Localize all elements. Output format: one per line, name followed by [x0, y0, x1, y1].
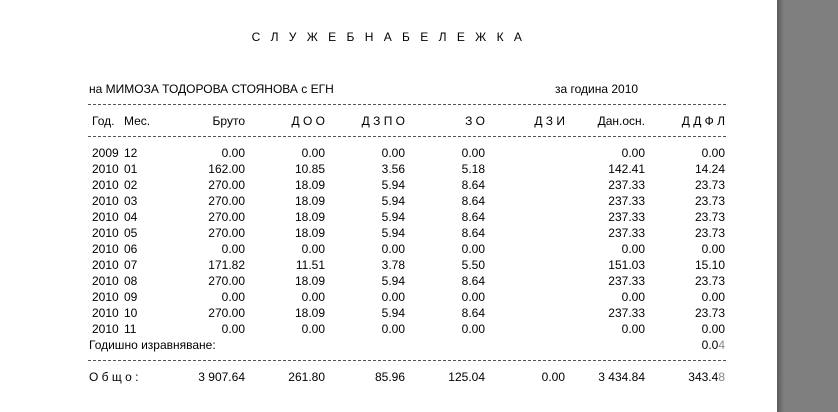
- cell-tax-base: 142.41: [608, 162, 645, 176]
- totals-label: О б щ о :: [89, 370, 139, 384]
- cell-gross: 171.82: [208, 258, 245, 272]
- cell-tax-base: 237.33: [608, 194, 645, 208]
- cell-doo: 0.00: [301, 322, 325, 336]
- cell-doo: 0.00: [301, 242, 325, 256]
- total-ddfl: 343.48: [688, 370, 725, 384]
- cell-year: 2010: [92, 290, 119, 304]
- table-row: [0, 145, 777, 161]
- cell-gross: 270.00: [208, 178, 245, 192]
- cell-year: 2010: [92, 258, 119, 272]
- header-top-rule: [88, 104, 726, 105]
- cell-ddfl: 23.73: [694, 178, 725, 192]
- column-header: Д З П О: [361, 114, 405, 128]
- column-header: Год.: [92, 114, 115, 128]
- annual-adjustment-value: 0.04: [701, 338, 725, 352]
- cell-year: 2010: [92, 210, 119, 224]
- cell-year: 2010: [92, 226, 119, 240]
- cell-dzpo: 0.00: [381, 242, 405, 256]
- header-bottom-rule: [88, 136, 726, 137]
- column-header: Мес.: [124, 114, 151, 128]
- table-row: [0, 209, 777, 225]
- year-line: за година 2010: [555, 82, 639, 96]
- table-row: [0, 289, 777, 305]
- cell-doo: 10.85: [294, 162, 325, 176]
- cell-gross: 270.00: [208, 226, 245, 240]
- cell-dzpo: 5.94: [381, 194, 405, 208]
- cell-doo: 18.09: [294, 226, 325, 240]
- column-header: Дан.осн.: [597, 114, 645, 128]
- cell-doo: 0.00: [301, 146, 325, 160]
- table-row: [0, 193, 777, 209]
- cell-month: 10: [124, 306, 138, 320]
- cell-tax-base: 0.00: [621, 242, 645, 256]
- cell-dzpo: 5.94: [381, 210, 405, 224]
- cell-tax-base: 0.00: [621, 290, 645, 304]
- cell-gross: 0.00: [221, 242, 245, 256]
- cell-year: 2009: [92, 146, 119, 160]
- cell-ddfl: 0.00: [701, 322, 725, 336]
- column-header: Бруто: [212, 114, 245, 128]
- cell-doo: 11.51: [295, 258, 325, 272]
- cell-zo: 0.00: [461, 146, 485, 160]
- cell-ddfl: 23.73: [694, 226, 725, 240]
- cell-year: 2010: [92, 162, 119, 176]
- cell-ddfl: 15.10: [694, 258, 725, 272]
- cell-zo: 0.00: [461, 290, 485, 304]
- cell-doo: 18.09: [294, 194, 325, 208]
- cell-zo: 0.00: [461, 242, 485, 256]
- column-header: Д Д Ф Л: [681, 114, 725, 128]
- column-header: З О: [465, 114, 485, 128]
- cell-zo: 8.64: [461, 274, 485, 288]
- cell-tax-base: 237.33: [608, 226, 645, 240]
- cell-ddfl: 23.73: [694, 306, 725, 320]
- cell-year: 2010: [92, 194, 119, 208]
- cell-month: 06: [124, 242, 138, 256]
- total-dzi: 0.00: [541, 370, 565, 384]
- cell-gross: 0.00: [221, 290, 245, 304]
- table-row: [0, 257, 777, 273]
- cell-gross: 0.00: [221, 146, 245, 160]
- table-row: [0, 321, 777, 337]
- table-row: [0, 241, 777, 257]
- cell-doo: 18.09: [294, 178, 325, 192]
- table-row: [0, 177, 777, 193]
- document-title: С Л У Ж Е Б Н А Б Е Л Е Ж К А: [251, 30, 526, 44]
- cell-ddfl: 23.73: [694, 274, 725, 288]
- cell-dzpo: 0.00: [381, 146, 405, 160]
- cell-month: 04: [124, 210, 138, 224]
- cell-dzpo: 5.94: [381, 306, 405, 320]
- cell-gross: 270.00: [208, 210, 245, 224]
- cell-tax-base: 237.33: [608, 306, 645, 320]
- cell-zo: 8.64: [461, 194, 485, 208]
- column-header: Д О О: [291, 114, 325, 128]
- cell-ddfl: 14.24: [694, 162, 725, 176]
- column-header: Д З И: [534, 114, 565, 128]
- cell-tax-base: 0.00: [621, 146, 645, 160]
- cell-zo: 8.64: [461, 178, 485, 192]
- cell-gross: 270.00: [208, 194, 245, 208]
- table-row: [0, 225, 777, 241]
- total-doo: 261.80: [288, 370, 325, 384]
- cell-month: 08: [124, 274, 138, 288]
- cell-doo: 18.09: [294, 210, 325, 224]
- cell-month: 03: [124, 194, 138, 208]
- cell-zo: 5.18: [461, 162, 485, 176]
- cell-ddfl: 23.73: [694, 194, 725, 208]
- table-header-row: [0, 113, 777, 129]
- cell-zo: 0.00: [461, 322, 485, 336]
- cell-tax-base: 237.33: [608, 274, 645, 288]
- cell-gross: 270.00: [208, 274, 245, 288]
- cell-tax-base: 237.33: [608, 210, 645, 224]
- table-row: [0, 273, 777, 289]
- cell-zo: 5.50: [461, 258, 485, 272]
- table-row: [0, 161, 777, 177]
- cell-ddfl: 0.00: [701, 242, 725, 256]
- cell-doo: 18.09: [294, 306, 325, 320]
- total-dzpo: 85.96: [374, 370, 405, 384]
- total-zo: 125.04: [448, 370, 485, 384]
- cell-dzpo: 0.00: [381, 290, 405, 304]
- cell-gross: 270.00: [208, 306, 245, 320]
- total-gross: 3 907.64: [198, 370, 245, 384]
- cell-tax-base: 0.00: [621, 322, 645, 336]
- cell-year: 2010: [92, 306, 119, 320]
- annual-adjustment-row: [0, 337, 777, 353]
- cell-month: 09: [124, 290, 138, 304]
- cell-month: 07: [124, 258, 138, 272]
- cell-year: 2010: [92, 274, 119, 288]
- cell-doo: 18.09: [294, 274, 325, 288]
- cell-doo: 0.00: [301, 290, 325, 304]
- cell-year: 2010: [92, 322, 119, 336]
- page-shadow: [777, 0, 784, 412]
- cell-month: 02: [124, 178, 138, 192]
- cell-dzpo: 5.94: [381, 274, 405, 288]
- cell-dzpo: 3.56: [381, 162, 405, 176]
- totals-row: [0, 369, 777, 385]
- table-row: [0, 305, 777, 321]
- cell-ddfl: 0.00: [701, 290, 725, 304]
- cell-gross: 0.00: [221, 322, 245, 336]
- cell-zo: 8.64: [461, 226, 485, 240]
- cell-month: 12: [124, 146, 138, 160]
- cell-dzpo: 0.00: [381, 322, 405, 336]
- cell-zo: 8.64: [461, 306, 485, 320]
- cell-ddfl: 0.00: [701, 146, 725, 160]
- cell-zo: 8.64: [461, 210, 485, 224]
- cell-dzpo: 3.78: [381, 258, 405, 272]
- totals-rule: [88, 360, 726, 361]
- cell-year: 2010: [92, 178, 119, 192]
- cell-ddfl: 23.73: [694, 210, 725, 224]
- cell-month: 01: [124, 162, 138, 176]
- person-line: на МИМОЗА ТОДОРОВА СТОЯНОВА с ЕГН: [89, 82, 334, 96]
- cell-month: 11: [124, 322, 137, 336]
- cell-tax-base: 151.03: [608, 258, 645, 272]
- total-tax-base: 3 434.84: [598, 370, 645, 384]
- cell-year: 2010: [92, 242, 119, 256]
- cell-gross: 162.00: [208, 162, 245, 176]
- annual-adjustment-label: Годишно изравняване:: [89, 338, 216, 352]
- cell-tax-base: 237.33: [608, 178, 645, 192]
- cell-dzpo: 5.94: [381, 226, 405, 240]
- cell-dzpo: 5.94: [381, 178, 405, 192]
- cell-month: 05: [124, 226, 138, 240]
